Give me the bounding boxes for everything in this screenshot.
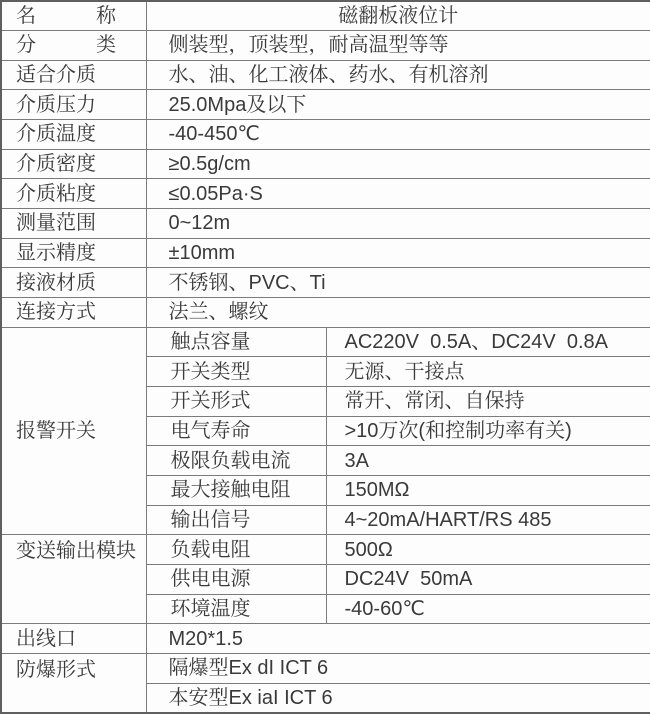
row-connection-type xyxy=(1,298,650,328)
row-display-accuracy-value: ±10mm xyxy=(146,238,650,268)
row-connection-type-value: 法兰、螺纹 xyxy=(146,298,650,328)
row-category xyxy=(1,31,650,61)
row-display-accuracy xyxy=(1,238,650,268)
row-media-pressure-value: 25.0Mpa及以下 xyxy=(146,90,650,120)
subrow-contact-capacity-value: AC220V 0.5A、DC24V 0.8A xyxy=(326,327,650,357)
subrow-switch-type-label: 开关类型 xyxy=(146,357,326,387)
row-explosion-proof-value-1: 隔爆型Ex dI ICT 6 xyxy=(146,653,650,683)
row-display-accuracy-label: 显示精度 xyxy=(1,238,146,268)
row-cable-entry xyxy=(1,624,650,654)
row-media-temp-label: 介质温度 xyxy=(1,120,146,150)
subrow-max-contact-resistance-value: 150MΩ xyxy=(326,476,650,506)
row-media-pressure xyxy=(1,90,650,120)
row-media-pressure-label: 介质压力 xyxy=(1,90,146,120)
subrow-max-contact-resistance-label: 最大接触电阻 xyxy=(146,476,326,506)
group-label-transmitter-module: 变送输出模块 xyxy=(1,535,146,624)
row-media-density-value: ≥0.5g/cm xyxy=(146,149,650,179)
row-connection-type-label: 连接方式 xyxy=(1,298,146,328)
row-category-label: 分 类 xyxy=(1,31,146,61)
subrow-load-resistance-label: 负载电阻 xyxy=(146,535,326,565)
subrow-power-supply-value: DC24V 50mA xyxy=(326,564,650,594)
row-media-viscosity-label: 介质粘度 xyxy=(1,179,146,209)
row-media-density xyxy=(1,149,650,179)
row-explosion-proof-value-2: 本安型Ex iaI ICT 6 xyxy=(146,683,650,713)
group-label-explosion-proof: 防爆形式 xyxy=(1,653,146,713)
row-category-value: 侧装型，顶装型，耐高温型等等 xyxy=(146,31,650,61)
subrow-load-resistance-value: 500Ω xyxy=(326,535,650,565)
subrow-switch-form-value: 常开、常闭、自保持 xyxy=(326,387,650,417)
subrow-ambient-temp-label: 环境温度 xyxy=(146,594,326,624)
row-measure-range-label: 测量范围 xyxy=(1,209,146,239)
row-media-viscosity xyxy=(1,179,650,209)
row-wetted-material-value: 不锈钢、PVC、Ti xyxy=(146,268,650,298)
row-media-density-label: 介质密度 xyxy=(1,149,146,179)
row-name xyxy=(1,1,650,31)
row-cable-entry-label: 出线口 xyxy=(1,624,146,654)
row-measure-range-value: 0~12m xyxy=(146,209,650,239)
row-name-label: 名 称 xyxy=(1,1,146,31)
subrow-output-signal-label: 输出信号 xyxy=(146,505,326,535)
row-wetted-material xyxy=(1,268,650,298)
row-suitable-media xyxy=(1,60,650,90)
subrow-load-resistance xyxy=(1,535,650,565)
subrow-power-supply-label: 供电电源 xyxy=(146,564,326,594)
row-explosion-proof-1 xyxy=(1,653,650,683)
row-measure-range xyxy=(1,209,650,239)
row-name-value: 磁翻板液位计 xyxy=(146,1,650,31)
row-suitable-media-value: 水、油、化工液体、药水、有机溶剂 xyxy=(146,60,650,90)
row-cable-entry-value: M20*1.5 xyxy=(146,624,650,654)
group-label-alarm-switch: 报警开关 xyxy=(1,327,146,535)
row-media-viscosity-value: ≤0.05Pa·S xyxy=(146,179,650,209)
row-media-temp-value: -40-450℃ xyxy=(146,120,650,150)
subrow-output-signal-value: 4~20mA/HART/RS 485 xyxy=(326,505,650,535)
subrow-electrical-life-label: 电气寿命 xyxy=(146,416,326,446)
row-wetted-material-label: 接液材质 xyxy=(1,268,146,298)
subrow-ambient-temp-value: -40-60℃ xyxy=(326,594,650,624)
subrow-limit-load-current-label: 极限负载电流 xyxy=(146,446,326,476)
row-suitable-media-label: 适合介质 xyxy=(1,60,146,90)
subrow-switch-form-label: 开关形式 xyxy=(146,387,326,417)
subrow-electrical-life-value: >10万次(和控制功率有关) xyxy=(326,416,650,446)
subrow-contact-capacity xyxy=(1,327,650,357)
subrow-switch-type-value: 无源、干接点 xyxy=(326,357,650,387)
subrow-contact-capacity-label: 触点容量 xyxy=(146,327,326,357)
row-media-temp xyxy=(1,120,650,150)
subrow-limit-load-current-value: 3A xyxy=(326,446,650,476)
